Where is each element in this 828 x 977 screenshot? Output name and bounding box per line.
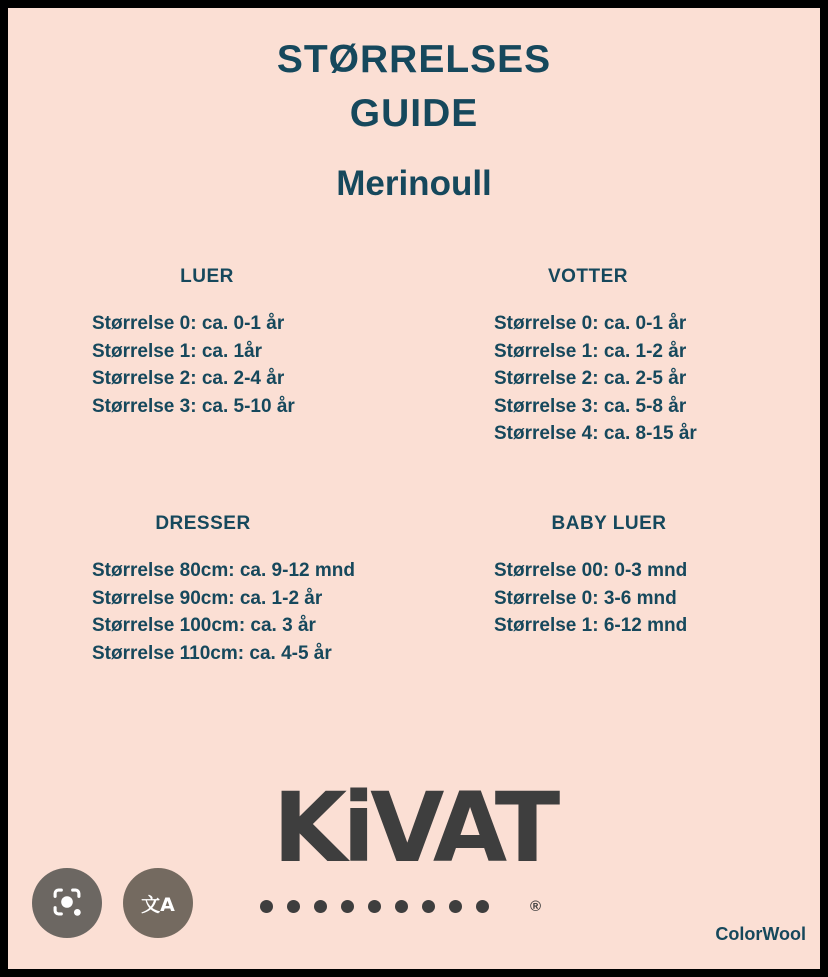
section-luer <box>92 266 322 420</box>
size-line: Størrelse 100cm: ca. 3 år <box>92 615 316 636</box>
size-line: Størrelse 2: ca. 2-4 år <box>92 368 285 389</box>
page-title-line1: STØRRELSES <box>276 38 552 81</box>
page-title-line2: GUIDE <box>349 92 479 135</box>
size-line: Størrelse 3: ca. 5-8 år <box>494 395 687 417</box>
size-line: Størrelse 4: ca. 8-15 år <box>494 423 697 444</box>
logo-dot <box>395 900 408 913</box>
size-line: Størrelse 90cm: ca. 1-2 år <box>92 587 323 609</box>
translate-icon: 文A <box>141 893 175 916</box>
size-line: Størrelse 1: 6-12 mnd <box>494 615 688 636</box>
google-lens-icon <box>50 885 84 922</box>
logo-dot <box>449 900 462 913</box>
section-heading-luer: LUER <box>180 266 234 287</box>
size-line: Størrelse 2: ca. 2-5 år <box>494 368 687 389</box>
size-line: Størrelse 00: 0-3 mnd <box>494 560 688 581</box>
size-line: Størrelse 1: ca. 1-2 år <box>494 340 687 362</box>
logo-dot <box>476 900 489 913</box>
logo-dot <box>287 900 300 913</box>
logo-dot <box>368 900 381 913</box>
kivat-logo-wordmark: KiVAT <box>272 772 556 884</box>
logo-dot <box>422 900 435 913</box>
size-line: Størrelse 0: 3-6 mnd <box>494 587 677 609</box>
section-baby-luer <box>494 513 724 640</box>
size-line: Størrelse 3: ca. 5-10 år <box>92 395 295 417</box>
size-line: Størrelse 0: ca. 0-1 år <box>494 313 687 334</box>
size-line: Størrelse 80cm: ca. 9-12 mnd <box>92 560 355 581</box>
page-subtitle: Merinoull <box>336 164 492 203</box>
size-line: Størrelse 1: ca. 1år <box>92 340 263 362</box>
section-heading-votter: VOTTER <box>547 266 629 287</box>
colorwool-brand-text: ColorWool <box>715 924 806 944</box>
size-guide-poster <box>8 8 820 969</box>
google-lens-button[interactable] <box>32 868 102 938</box>
section-heading-dresser: DRESSER <box>155 513 251 534</box>
size-line: Størrelse 110cm: ca. 4-5 år <box>92 642 332 664</box>
section-dresser <box>92 513 355 667</box>
translate-button[interactable] <box>123 868 193 938</box>
section-heading-baby-luer: BABY LUER <box>551 513 667 534</box>
size-line: Størrelse 0: ca. 0-1 år <box>92 313 285 334</box>
section-votter <box>494 266 697 448</box>
registered-trademark-symbol: ® <box>530 898 542 915</box>
logo-dot <box>260 900 273 913</box>
logo-dot <box>341 900 354 913</box>
logo-dots <box>260 900 489 913</box>
logo-dot <box>314 900 327 913</box>
